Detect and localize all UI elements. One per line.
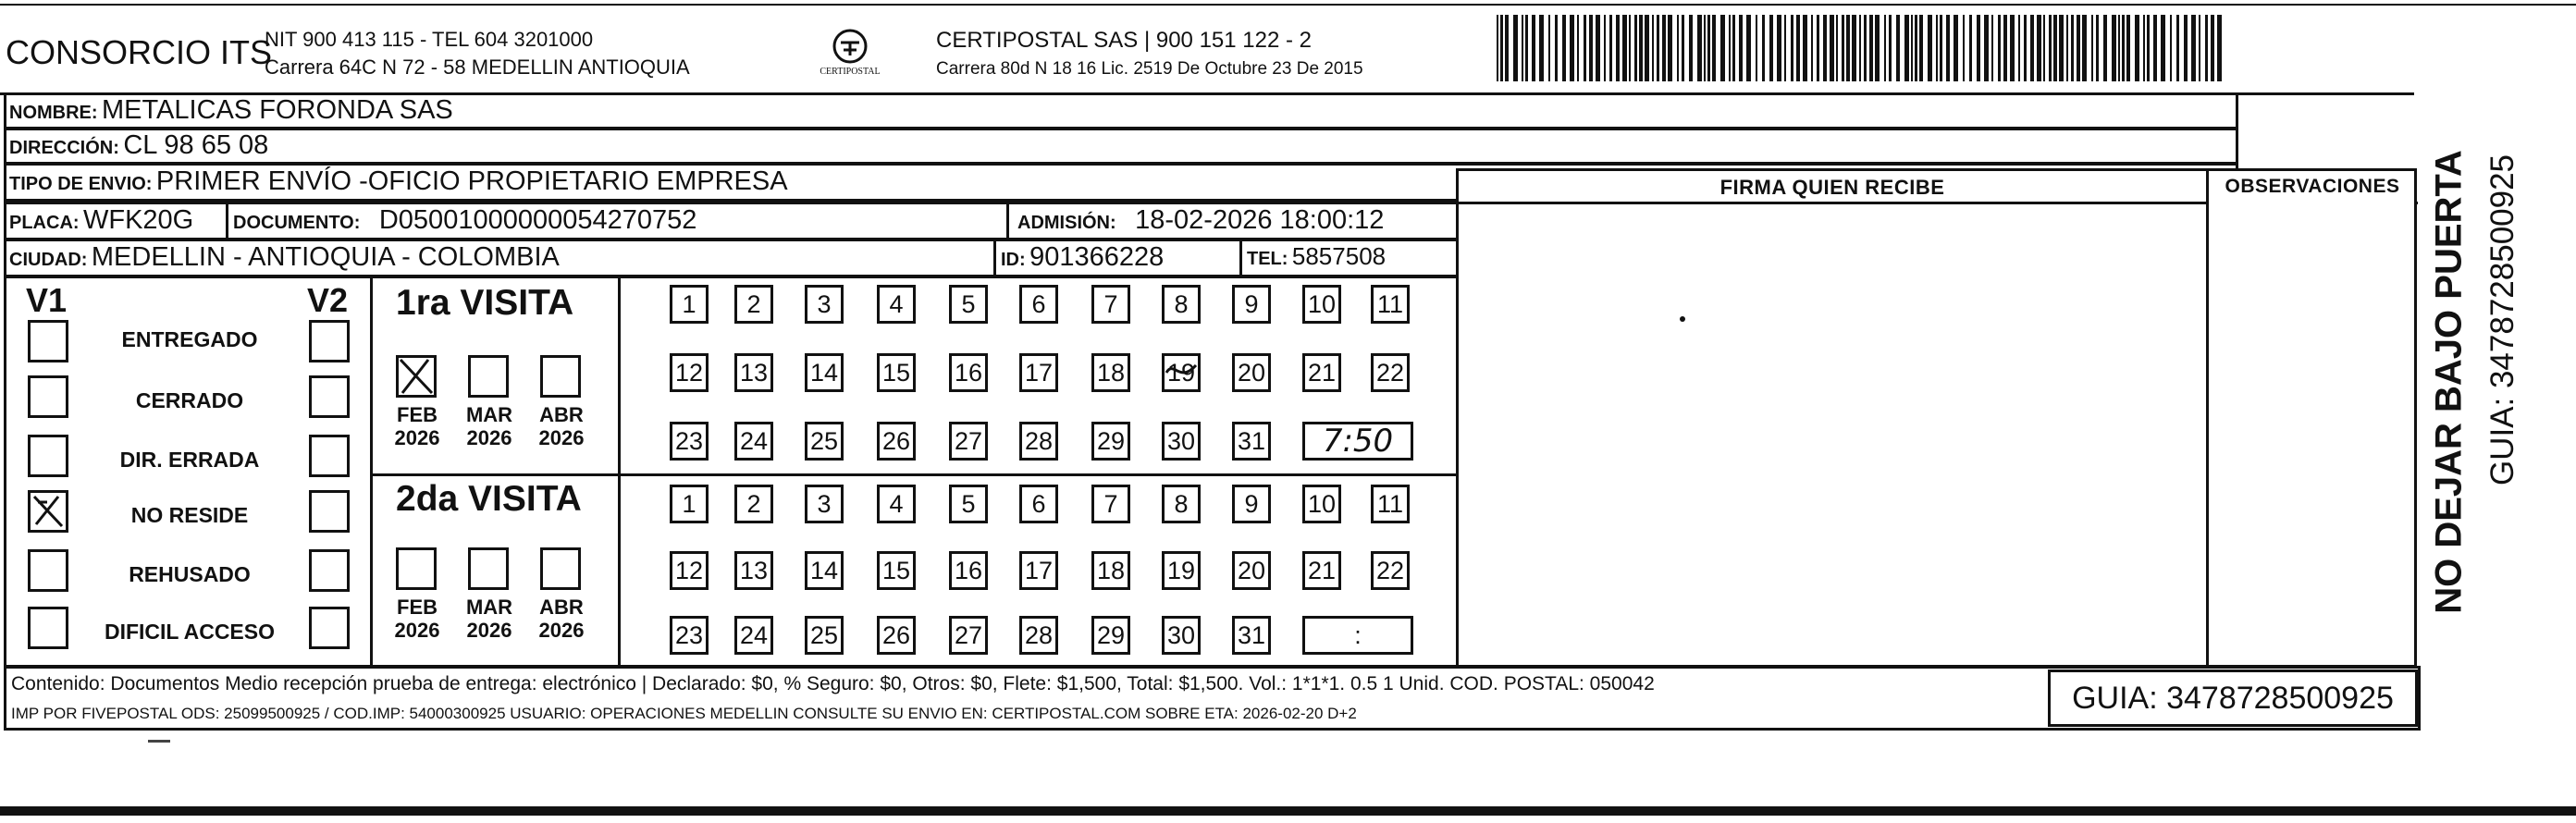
day-cell[interactable]: 9 xyxy=(1232,285,1271,324)
v1-checkbox[interactable] xyxy=(28,490,68,533)
month-checkbox[interactable] xyxy=(540,547,581,590)
v2-checkbox[interactable] xyxy=(309,375,350,418)
day-cell[interactable]: 23 xyxy=(670,422,709,461)
company-line1: NIT 900 413 115 - TEL 604 3201000 xyxy=(265,28,594,51)
carrier-line2: Carrera 80d N 18 16 Lic. 2519 De Octubre 23 De 2015 xyxy=(936,59,1363,79)
month-name: ABR xyxy=(539,596,584,619)
day-cell[interactable]: 18 xyxy=(1091,551,1130,590)
day-cell[interactable]: 12 xyxy=(670,353,709,392)
month-checkbox[interactable] xyxy=(468,355,509,398)
day-cell[interactable]: 22 xyxy=(1371,353,1410,392)
id-label: ID: xyxy=(1001,250,1026,270)
firma-header: FIRMA QUIEN RECIBE xyxy=(1719,176,1945,199)
day-cell[interactable]: 31 xyxy=(1232,422,1271,461)
month-name: ABR xyxy=(539,403,584,426)
tipo-label: TIPO DE ENVIO: xyxy=(9,174,153,194)
ciudad-label: CIUDAD: xyxy=(9,250,88,270)
month-year: 2026 xyxy=(538,619,585,642)
day-cell[interactable]: 19 xyxy=(1162,353,1201,392)
nombre-value: METALICAS FORONDA SAS xyxy=(102,95,453,125)
day-cell[interactable]: 10 xyxy=(1302,285,1341,324)
month-label xyxy=(385,596,450,642)
month-label xyxy=(457,403,522,449)
day-cell[interactable]: 17 xyxy=(1019,551,1058,590)
day-cell[interactable]: 14 xyxy=(805,551,844,590)
day-cell[interactable]: 18 xyxy=(1091,353,1130,392)
v2-checkbox[interactable] xyxy=(309,549,350,592)
day-cell[interactable]: 2 xyxy=(734,485,773,523)
day-cell[interactable]: 7 xyxy=(1091,485,1130,523)
visit-divider xyxy=(370,473,1459,476)
v2-header: V2 xyxy=(307,281,349,319)
day-cell[interactable]: 30 xyxy=(1162,422,1201,461)
day-cell[interactable]: 16 xyxy=(949,551,988,590)
month-year: 2026 xyxy=(466,426,512,449)
day-cell[interactable]: 30 xyxy=(1162,616,1201,655)
admision-field xyxy=(1017,205,1384,236)
documento-value: D05001000000054270752 xyxy=(378,205,697,235)
observaciones-header: OBSERVACIONES xyxy=(2225,176,2400,197)
company-name: CONSORCIO ITS xyxy=(6,33,273,71)
side-guia: GUIA: 3478728500925 xyxy=(2484,154,2521,486)
day-cell[interactable]: 12 xyxy=(670,551,709,590)
month-label xyxy=(385,403,450,449)
month-name: FEB xyxy=(397,403,438,426)
first-visit-title: 1ra VISITA xyxy=(396,283,574,323)
day-cell[interactable]: 16 xyxy=(949,353,988,392)
day-mark xyxy=(1165,356,1198,396)
day-cell[interactable]: 29 xyxy=(1091,616,1130,655)
day-cell[interactable]: 5 xyxy=(949,485,988,523)
day-cell[interactable]: 2 xyxy=(734,285,773,324)
direccion-label: DIRECCIÓN: xyxy=(9,138,119,158)
day-cell[interactable]: 3 xyxy=(805,485,844,523)
day-cell[interactable]: 1 xyxy=(670,485,709,523)
observaciones-column xyxy=(2206,168,2417,668)
day-cell[interactable]: 4 xyxy=(877,285,916,324)
top-border-line xyxy=(0,4,2576,6)
direccion-value: CL 98 65 08 xyxy=(123,130,269,160)
day-cell[interactable]: 14 xyxy=(805,353,844,392)
placa-label: PLACA: xyxy=(9,213,80,233)
tel-divider xyxy=(1239,239,1242,277)
month-divider xyxy=(618,276,621,668)
status-reason-label: DIFICIL ACCESO xyxy=(104,620,275,644)
day-cell[interactable]: 24 xyxy=(734,422,773,461)
day-cell[interactable]: 15 xyxy=(877,353,916,392)
placa-value: WFK20G xyxy=(83,205,194,235)
logo-caption: CERTIPOSTAL xyxy=(820,67,881,77)
month-checkbox[interactable] xyxy=(540,355,581,398)
placa-field xyxy=(9,205,193,236)
v2-checkbox[interactable] xyxy=(309,320,350,362)
carrier-line1: CERTIPOSTAL SAS | 900 151 122 - 2 xyxy=(936,28,1312,53)
day-cell[interactable]: 22 xyxy=(1371,551,1410,590)
day-cell[interactable]: 6 xyxy=(1019,485,1058,523)
admision-label: ADMISIÓN: xyxy=(1017,213,1116,233)
day-cell[interactable]: 19 xyxy=(1162,551,1201,590)
placa-divider xyxy=(226,202,228,240)
month-year: 2026 xyxy=(394,426,440,449)
second-visit-title: 2da VISITA xyxy=(396,479,582,519)
tipo-field xyxy=(9,166,788,197)
day-cell[interactable]: 20 xyxy=(1232,353,1271,392)
month-year: 2026 xyxy=(538,426,585,449)
month-label xyxy=(529,403,594,449)
day-cell[interactable]: 9 xyxy=(1232,485,1271,523)
v1-checkbox[interactable] xyxy=(28,607,68,649)
day-cell[interactable]: 4 xyxy=(877,485,916,523)
day-cell[interactable]: 28 xyxy=(1019,616,1058,655)
day-cell[interactable]: 25 xyxy=(805,616,844,655)
day-cell[interactable]: 13 xyxy=(734,551,773,590)
day-cell[interactable]: 1 xyxy=(670,285,709,324)
v1-header: V1 xyxy=(26,281,68,319)
id-divider xyxy=(993,239,996,277)
direccion-field xyxy=(9,130,268,161)
month-name: MAR xyxy=(465,596,513,619)
month-label xyxy=(529,596,594,642)
time-box[interactable]: : xyxy=(1302,616,1413,655)
scan-mark xyxy=(148,740,170,743)
certipostal-logo xyxy=(810,26,890,80)
bottom-edge xyxy=(0,803,2576,823)
tel-value: 5857508 xyxy=(1291,242,1387,270)
day-cell[interactable]: 5 xyxy=(949,285,988,324)
tipo-value: PRIMER ENVÍO -OFICIO PROPIETARIO EMPRESA xyxy=(155,166,788,196)
day-cell[interactable]: 3 xyxy=(805,285,844,324)
day-cell[interactable]: 29 xyxy=(1091,422,1130,461)
month-name: FEB xyxy=(397,596,438,619)
day-cell[interactable]: 28 xyxy=(1019,422,1058,461)
v1-checkbox[interactable] xyxy=(28,320,68,362)
id-field xyxy=(1001,242,1164,273)
status-reason-label: CERRADO xyxy=(135,388,244,412)
day-cell[interactable]: 13 xyxy=(734,353,773,392)
day-cell[interactable]: 23 xyxy=(670,616,709,655)
day-cell[interactable]: 20 xyxy=(1232,551,1271,590)
nombre-label: NOMBRE: xyxy=(9,103,98,123)
day-cell[interactable]: 25 xyxy=(805,422,844,461)
day-cell[interactable]: 26 xyxy=(877,616,916,655)
day-cell[interactable]: 27 xyxy=(949,422,988,461)
admision-divider xyxy=(1006,202,1009,240)
barcode xyxy=(1497,15,2227,81)
day-cell[interactable]: 8 xyxy=(1162,485,1201,523)
status-reason-label: NO RESIDE xyxy=(130,503,249,527)
firma-dot xyxy=(1680,316,1685,322)
day-cell[interactable]: 8 xyxy=(1162,285,1201,324)
day-cell[interactable]: 26 xyxy=(877,422,916,461)
day-cell[interactable]: 15 xyxy=(877,551,916,590)
company-line2: Carrera 64C N 72 - 58 MEDELLIN ANTIOQUIA xyxy=(265,55,690,79)
firma-column xyxy=(1456,168,2209,668)
v2-checkbox[interactable] xyxy=(309,435,350,477)
v1-checkbox[interactable] xyxy=(28,549,68,592)
v2-checkbox[interactable] xyxy=(309,490,350,533)
footer-line2: IMP POR FIVEPOSTAL ODS: 25099500925 / COD.IMP: 54000300925 USUARIO: OPERACIONES MEDELLIN CONSULTE SU ENVIO EN: CERTIPOSTAL.COM SOBRE ETA: 2026-02-20 D+2 xyxy=(11,705,1357,722)
ciudad-field xyxy=(9,242,560,273)
no-dejar-bajo-puerta: NO DEJAR BAJO PUERTA xyxy=(2428,150,2470,614)
v1-checkbox[interactable] xyxy=(28,375,68,418)
footer-line1: Contenido: Documentos Medio recepción prueba de entrega: electrónico | Declarado: $0, % Seguro: $0, Otros: $0, Flete: $1,500, Total: $1,500. Vol.: 1*1*1. 0.5 1 Unid. COD. POSTAL: 050042 xyxy=(11,673,1655,694)
day-cell[interactable]: 10 xyxy=(1302,485,1341,523)
month-checkbox[interactable] xyxy=(396,355,437,398)
admision-value: 18-02-2026 18:00:12 xyxy=(1135,205,1385,235)
status-reason-label: REHUSADO xyxy=(129,562,251,586)
day-cell[interactable]: 21 xyxy=(1302,551,1341,590)
day-cell[interactable]: 21 xyxy=(1302,353,1341,392)
status-reason-label: DIR. ERRADA xyxy=(119,448,260,472)
day-cell[interactable]: 17 xyxy=(1019,353,1058,392)
month-checkbox[interactable] xyxy=(468,547,509,590)
status-reason-label: ENTREGADO xyxy=(121,327,258,351)
month-checkbox[interactable] xyxy=(396,547,437,590)
month-year: 2026 xyxy=(466,619,512,642)
day-cell[interactable]: 11 xyxy=(1371,285,1410,324)
month-name: MAR xyxy=(465,403,513,426)
documento-label: DOCUMENTO: xyxy=(233,213,361,233)
tel-label: TEL: xyxy=(1247,249,1288,269)
footer-guia: GUIA: 3478728500925 xyxy=(2072,681,2394,716)
v1-checkbox[interactable] xyxy=(28,435,68,477)
documento-field xyxy=(233,205,696,236)
day-cell[interactable]: 11 xyxy=(1371,485,1410,523)
day-cell[interactable]: 6 xyxy=(1019,285,1058,324)
tel-field xyxy=(1247,242,1386,271)
time-box[interactable]: 7:50 xyxy=(1302,422,1413,461)
ciudad-value: MEDELLIN - ANTIOQUIA - COLOMBIA xyxy=(91,242,560,272)
id-value: 901366228 xyxy=(1029,242,1165,272)
day-cell[interactable]: 7 xyxy=(1091,285,1130,324)
day-cell[interactable]: 24 xyxy=(734,616,773,655)
status-divider xyxy=(370,276,373,668)
v2-checkbox[interactable] xyxy=(309,607,350,649)
month-label xyxy=(457,596,522,642)
day-cell[interactable]: 31 xyxy=(1232,616,1271,655)
nombre-field xyxy=(9,95,453,126)
direccion-row xyxy=(4,128,2238,165)
day-cell[interactable]: 27 xyxy=(949,616,988,655)
month-year: 2026 xyxy=(394,619,440,642)
